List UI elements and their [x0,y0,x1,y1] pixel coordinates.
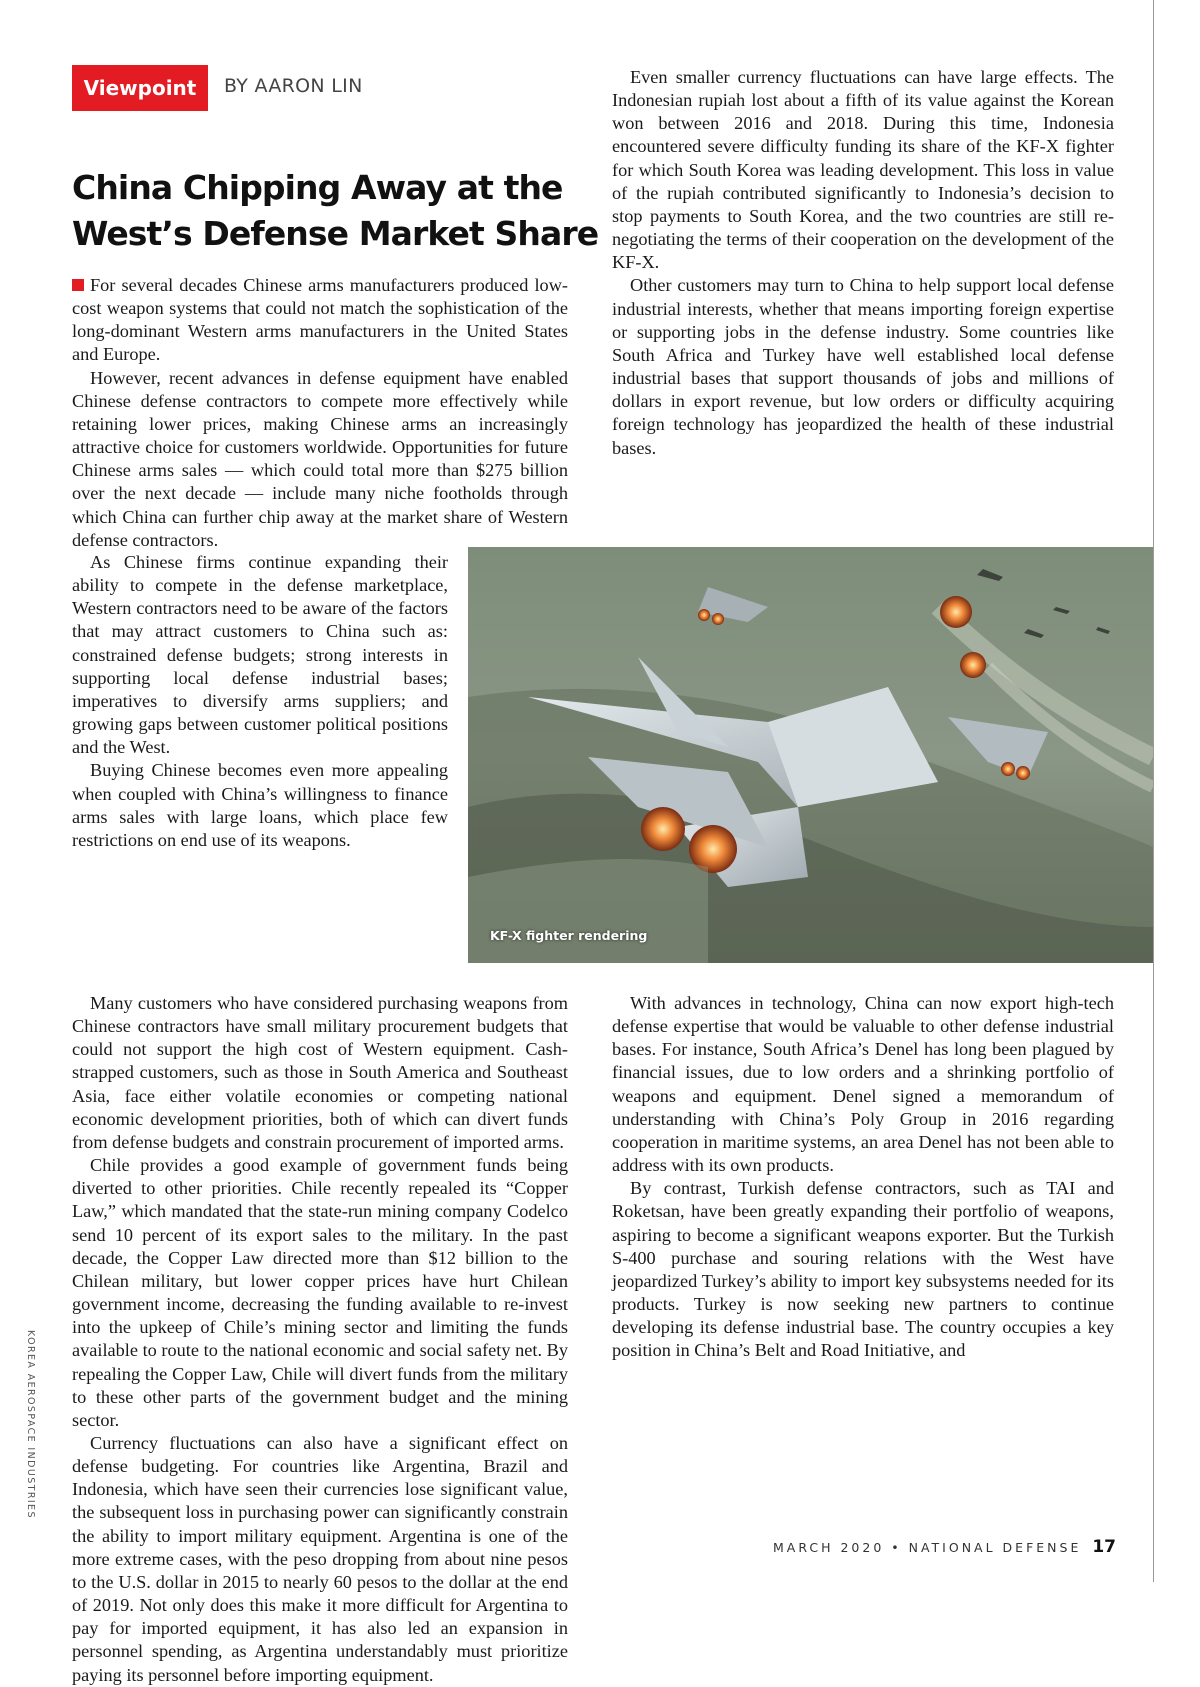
column-left-bottom [72,992,568,1687]
paragraph: Buying Chinese becomes even more appealing when coupled with China’s willingness to finance arms sales with large loans, which place few restrictions on end use of its weapons. [72,760,448,850]
paragraph-text: For several decades Chinese arms manufacturers produced low-cost weapon systems that could not match the sophistication of the long-dominant Western arms manufacturers in the United States and Europe. [72,275,568,365]
paragraph: However, recent advances in defense equipment have enabled Chinese defense contractors to compete more effectively while retaining lower prices, making Chinese arms an increasingly attractive choice for customers worldwide. Opportunities for future Chinese arms sales — which could total more than $275 billion over the next decade — include many niche footholds through which China can further chip away at the market share of Western defense contractors. [72,367,568,550]
paragraph: As Chinese firms continue expanding their ability to compete in the defense marketplace, Western contractors need to be aware of the factors that may attract customers to China such as: constrained defense budgets; strong interests in supporting local defense industrial bases; imperatives to diversify arms suppliers; and growing gaps between customer political positions and the West. [72,552,448,758]
paragraph: Even smaller currency fluctuations can have large effects. The Indonesian rupiah lost about a fifth of its value against the Korean won between 2016 and 2018. During this time, Indonesia encountered severe difficulty funding its share of the KF-X fighter for which South Korea was leading development. This loss in value of the rupiah contributed significantly to Indonesia’s decision to stop payments to South Korea, and the two countries are still re-negotiating the terms of their cooperation on the development of the KF-X. [612,67,1114,273]
red-square-icon [72,279,84,291]
photo-credit: KOREA AEROSPACE INDUSTRIES [25,1330,36,1519]
page-number: 17 [1092,1537,1116,1557]
section-tag: Viewpoint [72,65,208,111]
column-left-narrow [72,551,448,852]
column-left-top [72,274,568,552]
paragraph: Many customers who have considered purchasing weapons from Chinese contractors have small military procurement budgets that could not support the high cost of Western equipment. Cash-strapped customers, such as those in South America and Southeast Asia, face either volatile economies or competing national economic development priorities, both of which can divert funds from defense budgets and constrain procurement of imported arms. [72,993,568,1152]
column-right-top [612,66,1114,460]
page-footer [773,1537,1116,1557]
paragraph: Other customers may turn to China to help support local defense industrial interests, whether that means importing foreign expertise or supporting jobs in the defense industry. Some countries like South Africa and Turkey have well established local defense industrial bases that support thousands of jobs and millions of dollars in export revenue, but low orders or difficulty acquiring foreign technology has jeopardized the health of these industrial bases. [612,275,1114,458]
issue-label: MARCH 2020 • NATIONAL DEFENSE [772,1540,1082,1555]
paragraph: Chile provides a good example of government funds being diverted to other priorities. Chile recently repealed its “Copper Law,” which mandated that the state-run mining company Codelco send 10 percent of its export sales to the military. In the past decade, the Copper Law directed more than $12 billion to the Chilean military, but lower copper prices have hurt Chilean government income, decreasing the funding available to re-invest into the upkeep of Chile’s mining sector and limiting the funds available to route to the national economic and social safety net. By repealing the Copper Law, Chile will divert funds from the military to these other parts of the government budget and the mining sector. [72,1155,568,1430]
page-edge-rule [1153,0,1154,1582]
fighter-jet-illustration [468,547,1153,963]
paragraph: Currency fluctuations can also have a significant effect on defense budgeting. For countries like Argentina, Brazil and Indonesia, which have seen their currencies lose significant value, the subsequent loss in purchasing power can significantly constrain the ability to import military equipment. Argentina is one of the more extreme cases, with the peso dropping from about nine pesos to the U.S. dollar in 2015 to nearly 60 pesos to the dollar at the end of 2019. Not only does this make it more difficult for Argentina to pay for imported equipment, it has also led an expansion in personnel spending, as Argentina understandably must prioritize paying its personnel before importing equipment. [72,1432,568,1685]
paragraph [72,274,568,367]
paragraph: With advances in technology, China can now export high-tech defense expertise that would be valuable to other defense industrial bases. For instance, South Africa’s Denel has long been plagued by financial issues, due to low orders and a shrinking portfolio of weapons and equipment. Denel signed a memorandum of understanding with China’s Poly Group in 2016 regarding cooperation in maritime systems, an area Denel has not been able to address with its own products. [612,993,1114,1176]
column-right-bottom [612,992,1114,1363]
headline: China Chipping Away at the West’s Defense Market Share [72,168,599,253]
paragraph: By contrast, Turkish defense contractors, such as TAI and Roketsan, have been greatly expanding their portfolio of weapons, aspiring to become a significant weapons exporter. But the Turkish S-400 purchase and souring relations with the West have jeopardized Turkey’s ability to import key subsystems needed for its products. Turkey is now seeking new partners to continue developing its defense industrial base. The country occupies a key position in China’s Belt and Road Initiative, and [612,1178,1114,1361]
byline: BY AARON LIN [224,75,363,97]
fighter-jet-photo [468,547,1153,963]
photo-caption: KF-X fighter rendering [490,928,648,943]
